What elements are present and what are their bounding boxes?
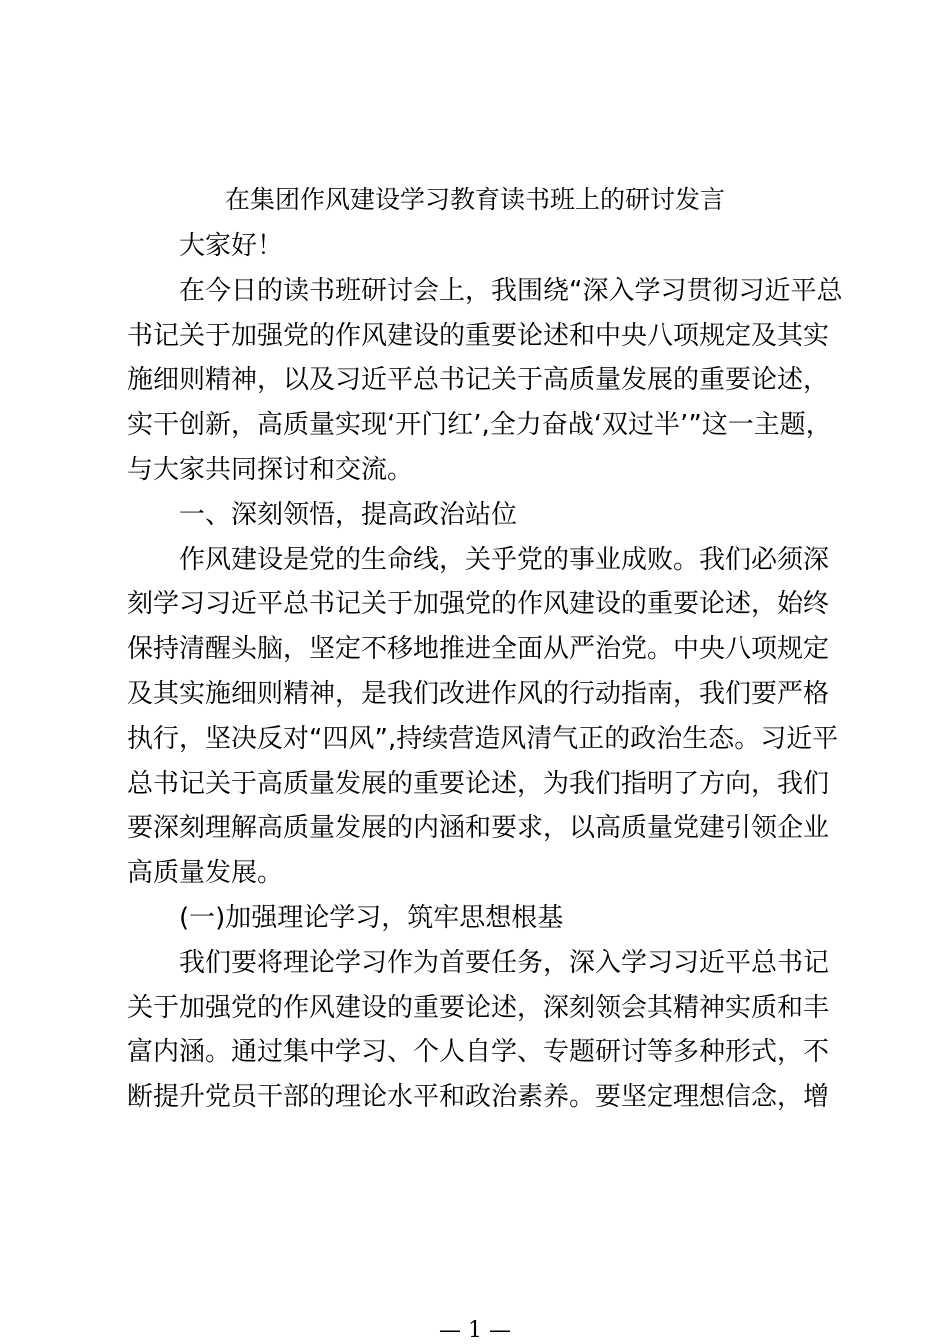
section-heading: 一、深刻领悟，提高政治站位 [179, 499, 518, 530]
paragraph-line: 刻学习习近平总书记关于加强党的作风建设的重要论述，始终 [127, 589, 830, 620]
paragraph-line: 保持清醒头脑，坚定不移地推进全面从严治党。中央八项规定 [127, 634, 830, 665]
document-title: 在集团作风建设学习教育读书班上的研讨发言 [224, 185, 725, 214]
paragraph-line: 我们要将理论学习作为首要任务，深入学习习近平总书记 [179, 947, 830, 978]
paragraph-line: 书记关于加强党的作风建设的重要论述和中央八项规定及其实 [127, 320, 830, 351]
paragraph-line: 总书记关于高质量发展的重要论述，为我们指明了方向，我们 [127, 768, 830, 799]
greeting-line: 大家好！ [179, 231, 284, 261]
paragraph-line: 高质量发展。 [127, 858, 284, 889]
paragraph-line: 施细则精神，以及习近平总书记关于高质量发展的重要论述， [127, 365, 830, 396]
paragraph-line: 实干创新，高质量实现‘开门红’,全力奋战‘双过半’”这一主题， [127, 410, 832, 441]
subsection-heading: (一)加强理论学习，筑牢思想根基 [179, 902, 564, 933]
paragraph-line: 与大家共同探讨和交流。 [127, 454, 414, 485]
paragraph-line: 作风建设是党的生命线，关乎党的事业成败。我们必须深 [179, 544, 830, 575]
paragraph-line: 富内涵。通过集中学习、个人自学、专题研讨等多种形式，不 [127, 1037, 830, 1068]
paragraph-line: 在今日的读书班研讨会上，我围绕“深入学习贯彻习近平总 [179, 275, 843, 306]
paragraph-line: 及其实施细则精神，是我们改进作风的行动指南，我们要严格 [127, 678, 830, 709]
paragraph-line: 关于加强党的作风建设的重要论述，深刻领会其精神实质和丰 [127, 992, 830, 1023]
paragraph-line: 要深刻理解高质量发展的内涵和要求，以高质量党建引领企业 [127, 813, 830, 844]
document-body [127, 224, 843, 1120]
paragraph-line: 执行，坚决反对“四风”,持续营造风清气正的政治生态。习近平 [127, 723, 839, 754]
page-number: — 1 — [439, 1318, 511, 1343]
paragraph-line: 断提升党员干部的理论水平和政治素养。要坚定理想信念，增 [127, 1082, 830, 1113]
